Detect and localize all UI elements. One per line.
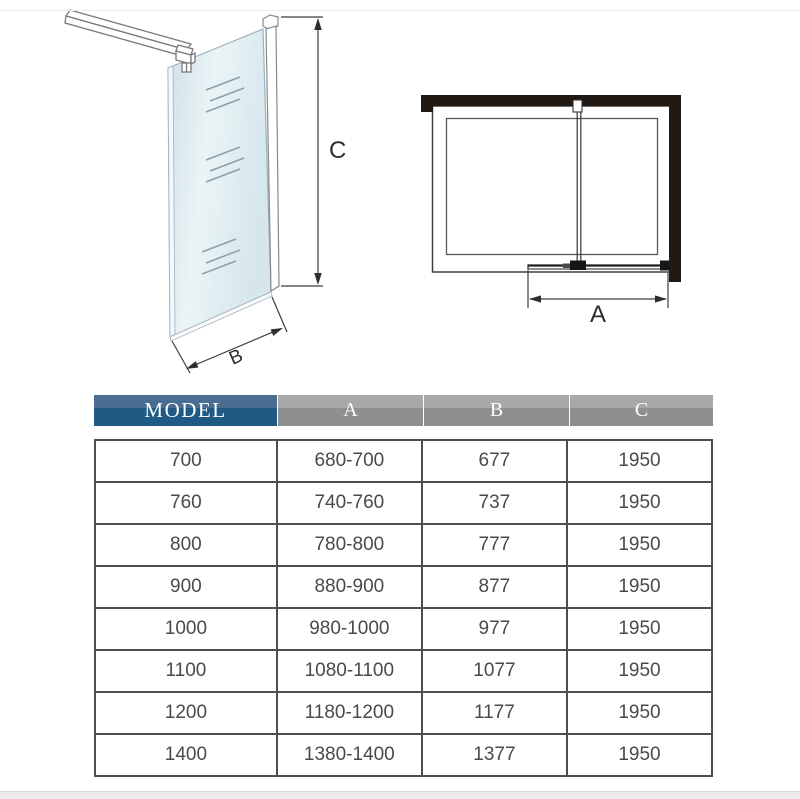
table-cell: 977 xyxy=(423,609,568,649)
table-row xyxy=(96,609,711,651)
table-cell: 1950 xyxy=(618,576,661,597)
tray-outer-outline xyxy=(433,106,672,272)
spec-table xyxy=(94,395,713,777)
support-bar xyxy=(65,10,195,72)
header-cell-b: B xyxy=(423,395,569,426)
table-cell: 680-700 xyxy=(278,441,423,481)
wall-bracket xyxy=(660,261,670,271)
header-cell-model: MODEL xyxy=(94,395,277,426)
table-row xyxy=(96,483,711,525)
glass-panel-top-view xyxy=(528,264,668,269)
table-cell: 1380-1400 xyxy=(278,735,423,775)
table-cell: 700 xyxy=(96,441,278,481)
table-cell: 877 xyxy=(423,567,568,607)
table-cell: 740-760 xyxy=(278,483,423,523)
table-cell: 1000 xyxy=(96,609,278,649)
table-cell: 1950 xyxy=(618,702,661,723)
table-cell: 980-1000 xyxy=(278,609,423,649)
table-cell: 1177 xyxy=(423,693,568,733)
arrowhead-a-right xyxy=(655,295,667,302)
table-cell: 1950 xyxy=(618,492,661,513)
header-cell-c: C xyxy=(569,395,713,426)
table-cell: 1400 xyxy=(96,735,278,775)
table-cell: 1100 xyxy=(96,651,278,691)
bar-clamp xyxy=(570,261,586,271)
table-cell: 1200 xyxy=(96,693,278,733)
table-row xyxy=(96,525,711,567)
table-row xyxy=(96,567,711,609)
spec-table-header xyxy=(94,395,713,426)
header-cell-a: A xyxy=(277,395,423,426)
table-cell: 1950 xyxy=(618,618,661,639)
bar-clamp-nub xyxy=(563,264,570,269)
table-cell: 1950 xyxy=(618,744,661,765)
technical-drawings xyxy=(0,0,800,392)
dim-label-a: A xyxy=(589,301,607,328)
table-cell: 760 xyxy=(96,483,278,523)
tray-inner-outline xyxy=(447,119,658,255)
dim-label-b: B xyxy=(226,345,247,370)
bar-wall-mount xyxy=(573,100,582,112)
dimension-c xyxy=(281,17,323,286)
table-row xyxy=(96,441,711,483)
bottom-divider-strip xyxy=(0,791,800,799)
table-cell: 1077 xyxy=(423,651,568,691)
table-row xyxy=(96,735,711,775)
arrowhead-b-right xyxy=(271,328,283,336)
table-cell: 1180-1200 xyxy=(278,693,423,733)
arrowhead-b-left xyxy=(186,361,198,369)
table-row xyxy=(96,693,711,735)
glass-panel xyxy=(168,29,271,337)
side-view-diagram xyxy=(65,10,346,373)
table-cell: 777 xyxy=(423,525,568,565)
table-cell: 880-900 xyxy=(278,567,423,607)
table-cell: 1950 xyxy=(618,660,661,681)
table-cell: 1377 xyxy=(423,735,568,775)
arrowhead-up xyxy=(314,18,322,30)
table-cell: 1080-1100 xyxy=(278,651,423,691)
table-row xyxy=(96,651,711,693)
arrowhead-down xyxy=(314,273,322,285)
table-cell: 800 xyxy=(96,525,278,565)
spec-table-body xyxy=(94,439,713,777)
support-bar-top-view xyxy=(577,106,581,262)
table-cell: 780-800 xyxy=(278,525,423,565)
table-cell: 1950 xyxy=(618,450,661,471)
table-cell: 737 xyxy=(423,483,568,523)
top-view-diagram xyxy=(421,95,681,328)
arrowhead-a-left xyxy=(529,295,541,302)
table-cell: 1950 xyxy=(618,534,661,555)
top-divider-line xyxy=(0,10,800,11)
dim-label-c: C xyxy=(329,137,347,164)
table-cell: 677 xyxy=(423,441,568,481)
table-cell: 900 xyxy=(96,567,278,607)
